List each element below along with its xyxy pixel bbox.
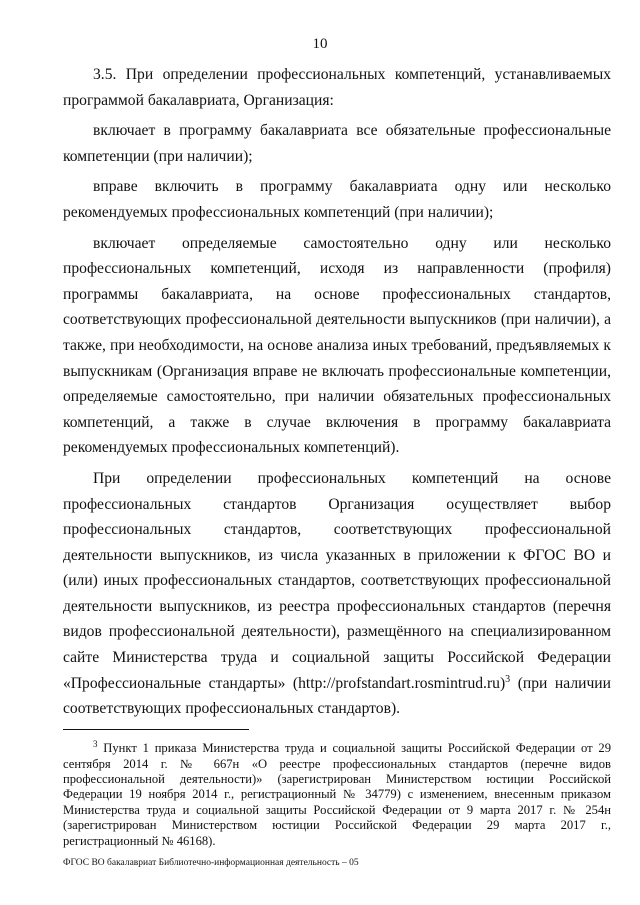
footnote-text: Пункт 1 приказа Министерства труда и социальной защиты Российской Федерации от 29 сентября 2014 г. № 667н «О реестре профессиональных стандартов (перечне видов профессиональной деятельности)» (зарегистрирован Министерством юстиции Российской Федерации 19 ноября 2014 г., регистрационный № 34779) с изменением, внесенным приказом Министерства труда и социальной защиты Российской Федерации от 9 марта 2017 г. № 254н (зарегистрирован Министерством юстиции Российской Федерации 29 марта 2017 г., регистрационный № 46168). bbox=[63, 741, 611, 848]
paragraph-standards-tail: (при наличии соответствующих профессиональных стандартов). bbox=[63, 674, 611, 718]
footnote-divider bbox=[63, 729, 249, 730]
body-text bbox=[63, 62, 611, 722]
paragraph-recommended-competencies: вправе включить в программу бакалавриата одну или несколько рекомендуемых профессиональных компетенций (при наличии); bbox=[63, 178, 611, 221]
page-number: 10 bbox=[312, 36, 328, 52]
paragraph-professional-standards bbox=[63, 466, 611, 722]
footnote-reference: 3 bbox=[505, 673, 511, 685]
paragraph-standards-text: При определении профессиональных компетенций на основе профессиональных стандартов Организация осуществляет выбор профессиональных стандартов, соответствующих профессиональной деятельности выпускников, из числа указанных в приложении к ФГОС ВО и (или) иных профессиональных стандартов, соответствующих профессиональной деятельности выпускников, из реестра профессиональных стандартов (перечня видов профессиональной деятельности), размещённого на специализированном сайте Министерства труда и социальной защиты Российской Федерации «Профессиональные стандарты» (http://profstandart.rosmintrud.ru) bbox=[63, 469, 611, 692]
paragraph-3-5-intro: 3.5. При определении профессиональных компетенций, устанавливаемых программой бакалавриата, Организация: bbox=[63, 66, 611, 109]
footnote bbox=[63, 737, 611, 849]
footnote-number: 3 bbox=[93, 739, 98, 749]
footer-document-label: ФГОС ВО бакалавриат Библиотечно-информационная деятельность – 05 bbox=[63, 858, 359, 868]
paragraph-self-defined-competencies: включает определяемые самостоятельно одну или несколько профессиональных компетенций, исходя из направленности (профиля) программы бакалавриата, на основе профессиональных стандартов, соответствующих профессиональной деятельности выпускников (при наличии), а также, при необходимости, на основе анализа иных требований, предъявляемых к выпускникам (Организация вправе не включать профессиональные компетенции, определяемые самостоятельно, при наличии обязательных профессиональных компетенций, а также в случае включения в программу бакалавриата рекомендуемых профессиональных компетенций). bbox=[63, 234, 611, 457]
paragraph-mandatory-competencies: включает в программу бакалавриата все обязательные профессиональные компетенции (при наличии); bbox=[63, 122, 611, 165]
